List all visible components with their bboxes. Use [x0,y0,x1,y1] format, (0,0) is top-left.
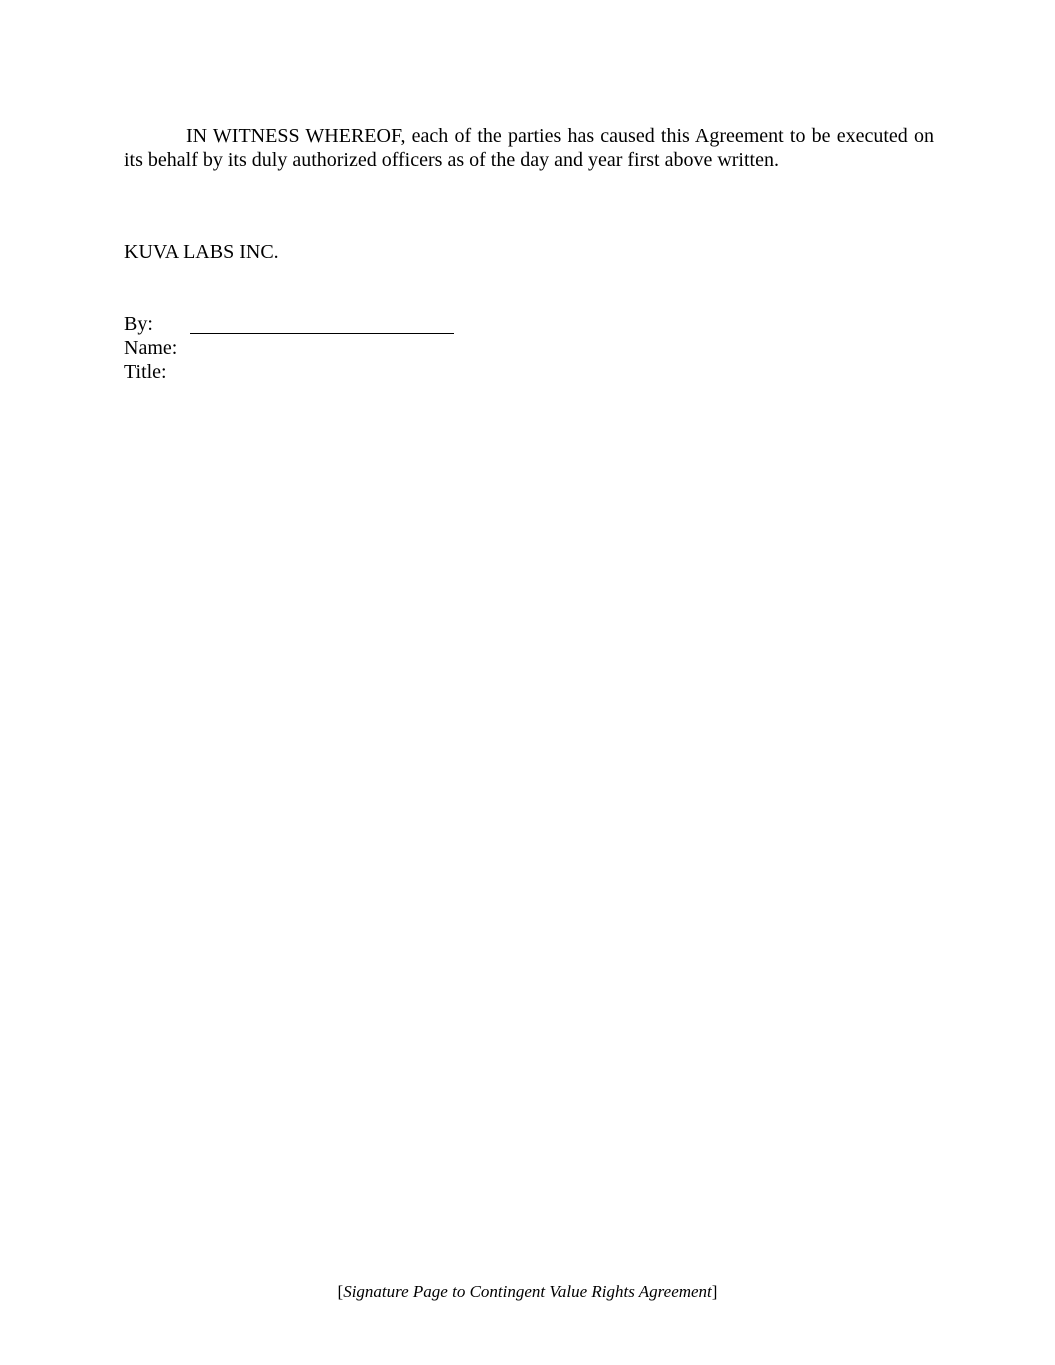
signature-line [190,315,454,334]
footer-text: Signature Page to Contingent Value Rights Agreement [343,1282,712,1301]
signature-name-row [124,336,524,360]
page-footer [0,1281,1055,1303]
name-label: Name: [124,337,178,359]
signature-title-row [124,360,524,384]
by-label: By: [124,313,153,335]
title-label: Title: [124,361,167,383]
company-name: KUVA LABS INC. [124,241,279,263]
witness-paragraph [124,124,934,172]
witness-text: IN WITNESS WHEREOF, each of the parties has caused this Agreement to be executed on its behalf by its duly authorized officers as of the day and year first above written. [124,125,934,171]
signature-by-row [124,312,524,336]
signature-block [124,312,524,384]
footer-close-bracket: ] [711,1282,718,1301]
footer-open-bracket: [ [337,1282,344,1301]
